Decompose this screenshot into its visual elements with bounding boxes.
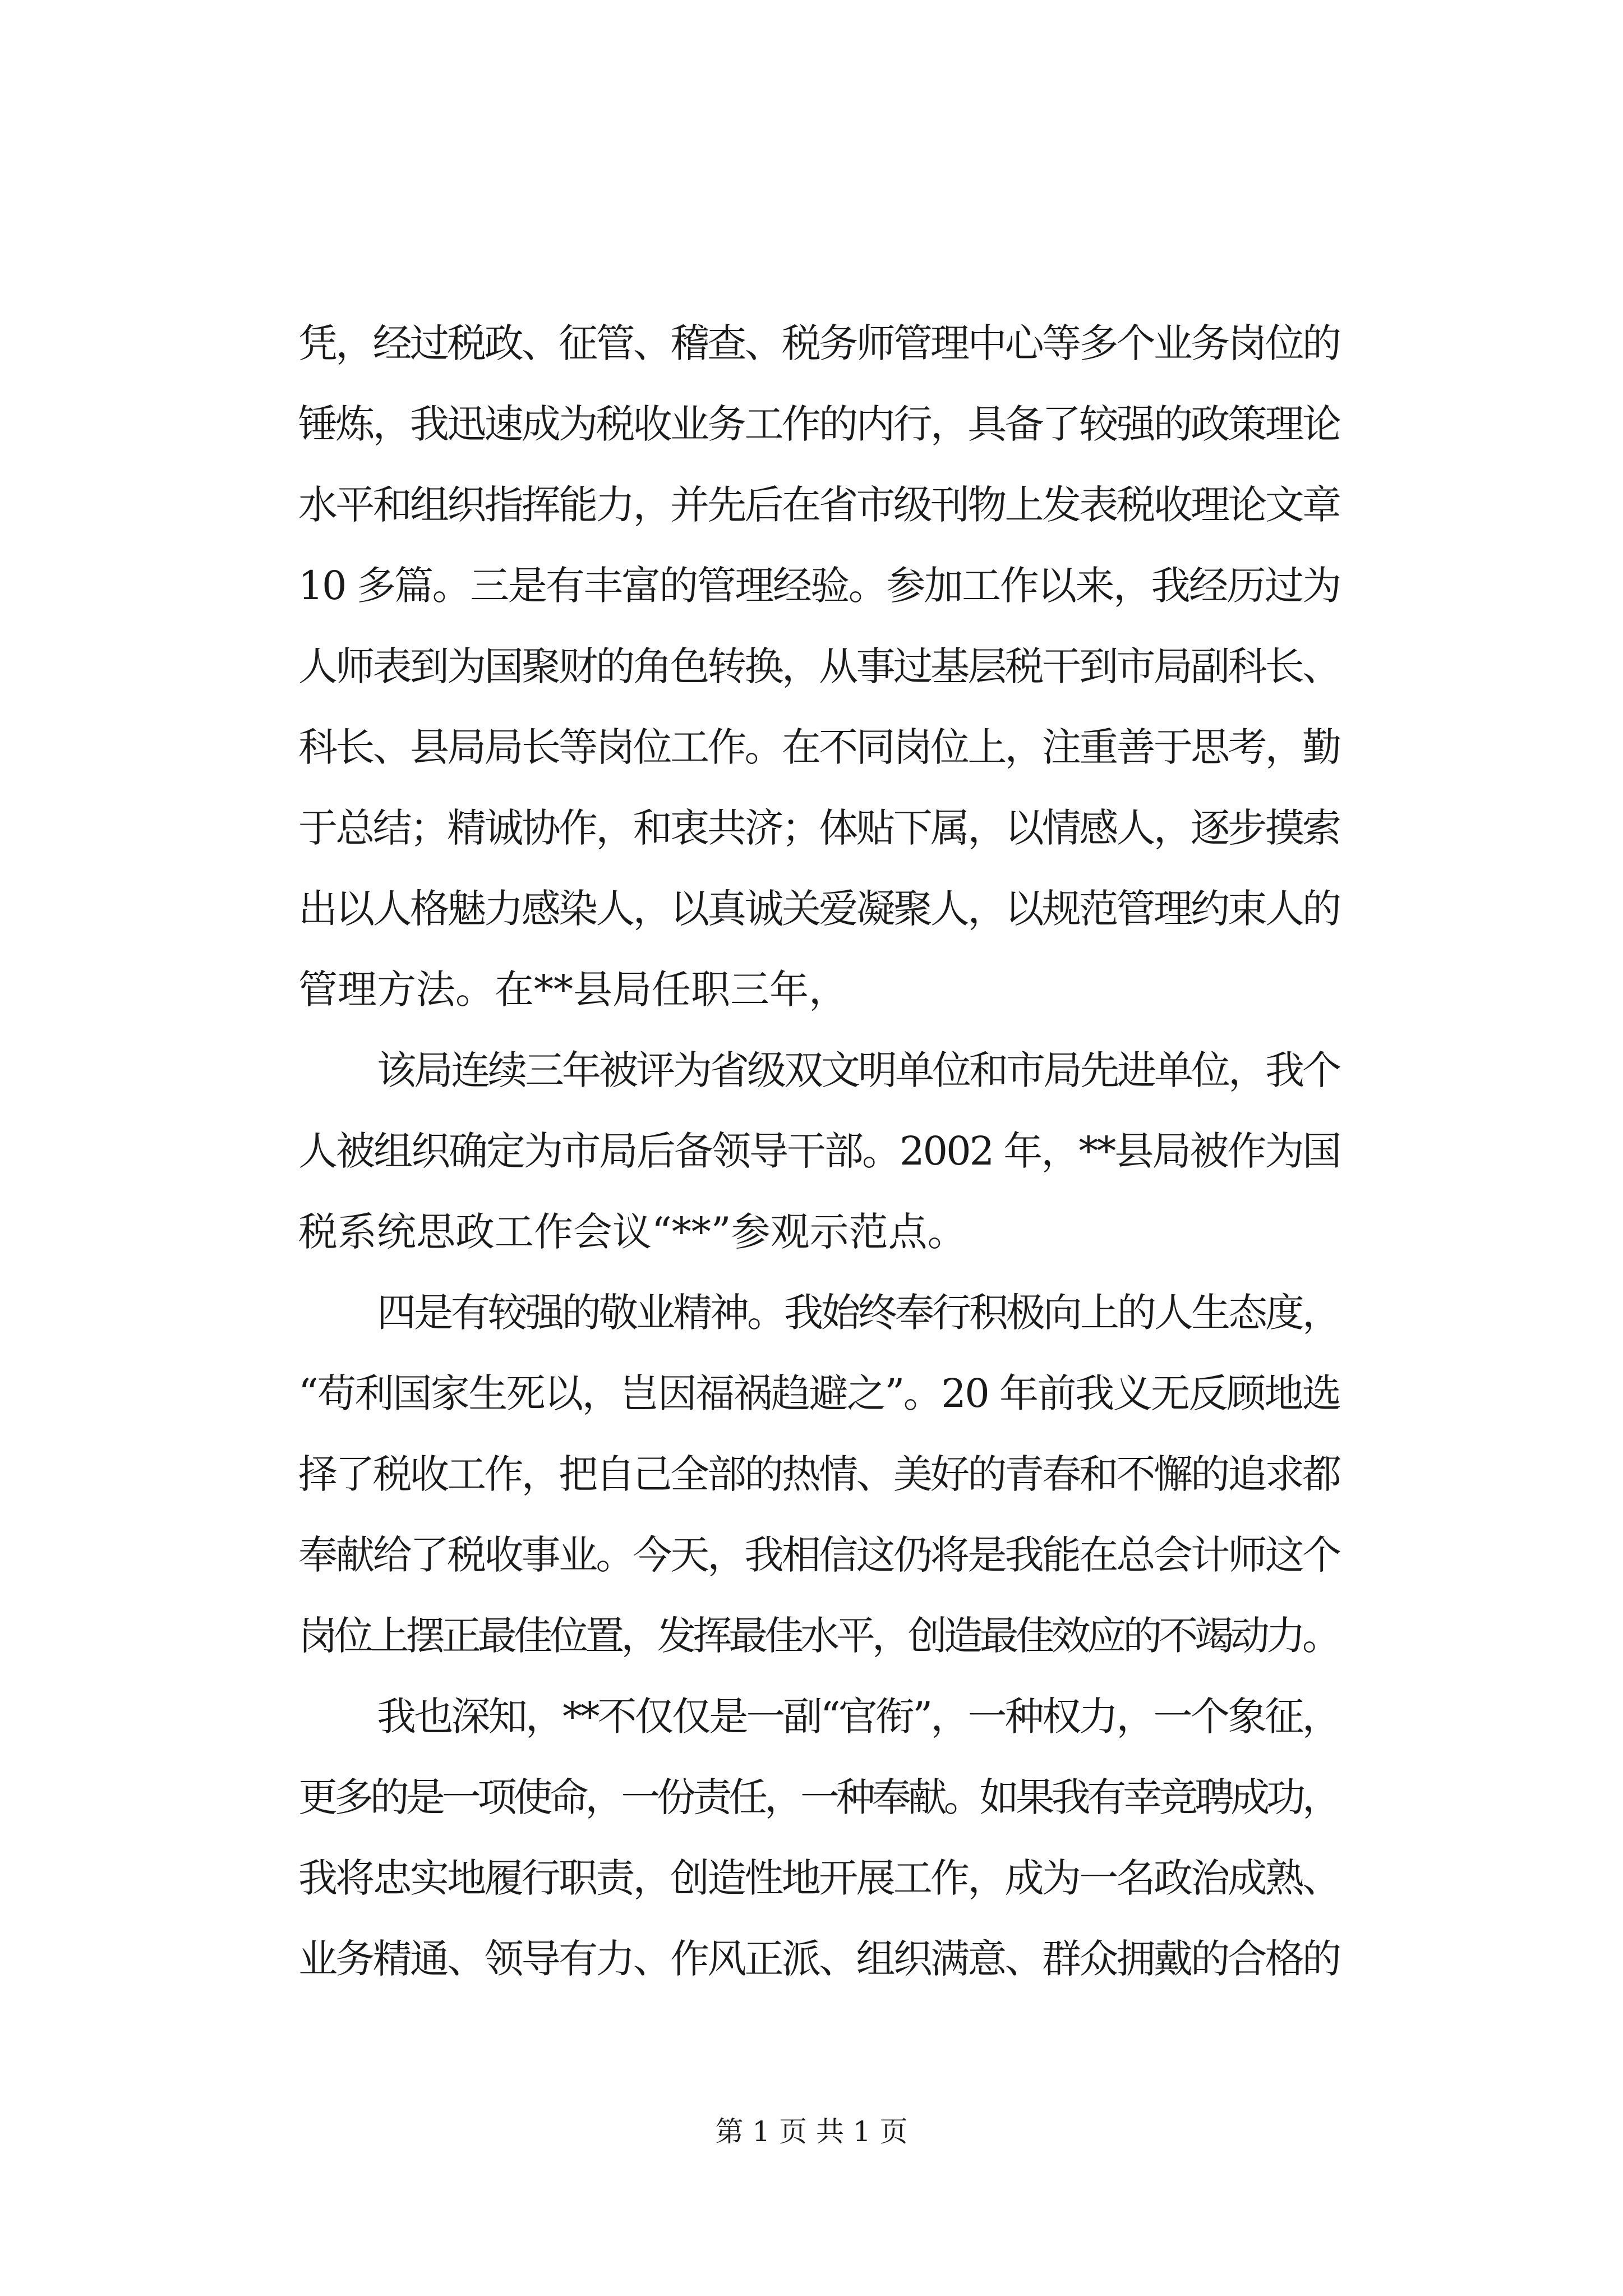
text-line: 于总结；精诚协作，和衷共济；体贴下属，以情感人，逐步摸索 xyxy=(298,805,1340,851)
text-line: 奉献给了税收事业。今天，我相信这仍将是我能在总会计师这个 xyxy=(298,1532,1340,1578)
page-footer: 第 1 页 共 1 页 xyxy=(715,2115,908,2148)
text-line: 管理方法。在**县局任职三年， xyxy=(298,967,848,1013)
text-line: 该局连续三年被评为省级双文明单位和市局先进单位，我个 xyxy=(377,1047,1339,1093)
text-line: 人被组织确定为市局后备领导干部。2002 年，**县局被作为国 xyxy=(298,1128,1340,1174)
text-line: 人师表到为国聚财的角色转换，从事过基层税干到市局副科长、 xyxy=(298,643,1340,689)
text-line: 税系统思政工作会议“**”参观示范点。 xyxy=(298,1209,967,1255)
text-line: 我也深知，**不仅仅是一副“官衔”，一种权力，一个象征， xyxy=(377,1694,1339,1740)
text-line: 四是有较强的敬业精神。我始终奉行积极向上的人生态度， xyxy=(377,1290,1339,1336)
text-line: 锤炼，我迅速成为税收业务工作的内行，具备了较强的政策理论 xyxy=(298,401,1340,447)
text-line: 出以人格魅力感染人，以真诚关爱凝聚人，以规范管理约束人的 xyxy=(298,886,1340,932)
text-line: 10 多篇。三是有丰富的管理经验。参加工作以来，我经历过为 xyxy=(298,563,1340,609)
text-line: 水平和组织指挥能力，并先后在省市级刊物上发表税收理论文章 xyxy=(298,482,1340,528)
text-line: “苟利国家生死以，岂因福祸趋避之”。20 年前我义无反顾地选 xyxy=(298,1370,1340,1416)
text-line: 业务精通、领导有力、作风正派、组织满意、群众拥戴的合格的 xyxy=(298,1936,1340,1982)
text-line: 岗位上摆正最佳位置，发挥最佳水平，创造最佳效应的不竭动力。 xyxy=(298,1613,1338,1659)
text-line: 凭，经过税政、征管、稽查、税务师管理中心等多个业务岗位的 xyxy=(298,320,1340,366)
text-line: 择了税收工作，把自己全部的热情、美好的青春和不懈的追求都 xyxy=(298,1451,1340,1497)
text-line: 我将忠实地履行职责，创造性地开展工作，成为一名政治成熟、 xyxy=(298,1855,1340,1901)
text-line: 科长、县局局长等岗位工作。在不同岗位上，注重善于思考，勤 xyxy=(298,724,1340,770)
text-line: 更多的是一项使命，一份责任，一种奉献。如果我有幸竞聘成功， xyxy=(298,1774,1338,1820)
